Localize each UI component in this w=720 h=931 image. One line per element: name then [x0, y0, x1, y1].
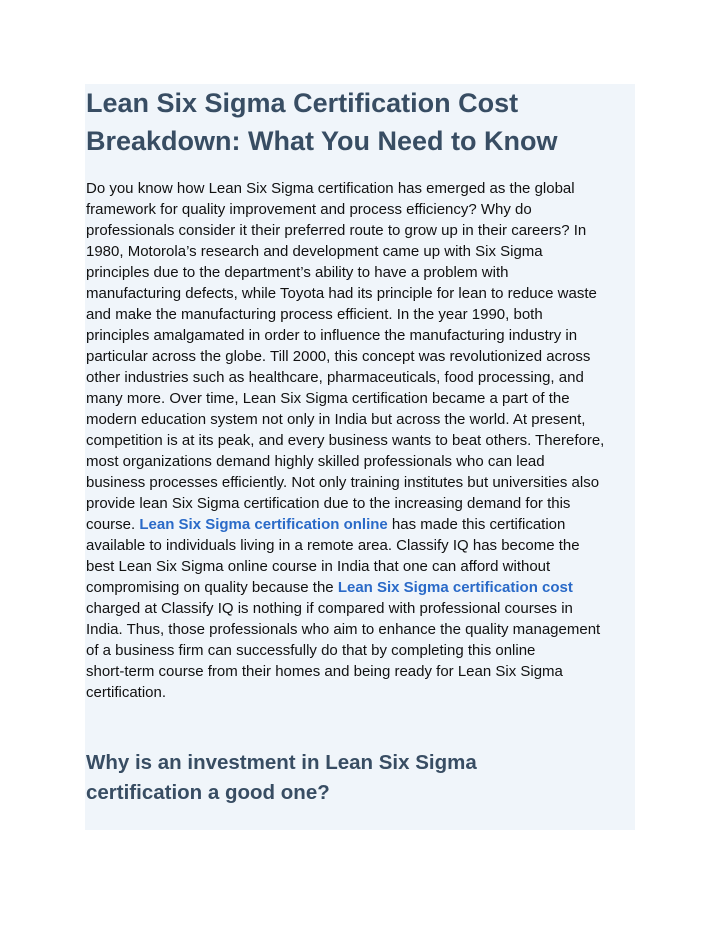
section-heading-line: certification a good one? — [86, 781, 330, 804]
body-text-fragment: compromising on quality because the — [86, 579, 338, 596]
page-title — [86, 84, 646, 160]
body-line: most organizations demand highly skilled professionals who can lead — [86, 453, 545, 470]
body-line — [86, 577, 638, 598]
body-line — [86, 514, 638, 535]
body-text-fragment: has made this certification — [387, 516, 566, 533]
body-line: principles amalgamated in order to influence the manufacturing industry in — [86, 327, 578, 344]
body-line: charged at Classify IQ is nothing if compared with professional courses in — [86, 600, 573, 617]
title-line: Lean Six Sigma Certification Cost — [86, 88, 519, 118]
body-line: certification. — [86, 684, 167, 701]
lean-six-sigma-cost-link[interactable]: Lean Six Sigma certification cost — [337, 579, 573, 596]
body-line: many more. Over time, Lean Six Sigma certification became a part of the — [86, 390, 570, 407]
body-line: best Lean Six Sigma online course in India that one can afford without — [86, 558, 551, 575]
body-line: professionals consider it their preferred route to grow up in their careers? In — [86, 222, 587, 239]
body-line: and make the manufacturing process efficient. In the year 1990, both — [86, 306, 543, 323]
body-line: competition is at its peak, and every business wants to beat others. Therefore, — [86, 432, 605, 449]
body-line: of a business firm can successfully do that by completing this online — [86, 642, 536, 659]
lean-six-sigma-online-link[interactable]: Lean Six Sigma certification online — [139, 516, 388, 533]
body-line: available to individuals living in a remote area. Classify IQ has become the — [86, 537, 580, 554]
body-line: provide lean Six Sigma certification due to the increasing demand for this — [86, 495, 571, 512]
body-line: modern education system not only in India but across the world. At present, — [86, 411, 586, 428]
body-line: India. Thus, those professionals who aim to enhance the quality management — [86, 621, 601, 638]
body-line: framework for quality improvement and process efficiency? Why do — [86, 201, 532, 218]
body-text-fragment: course. — [86, 516, 140, 533]
body-line: 1980, Motorola’s research and development came up with Six Sigma — [86, 243, 543, 260]
body-line: short-term course from their homes and being ready for Lean Six Sigma — [86, 663, 563, 680]
body-line: manufacturing defects, while Toyota had its principle for lean to reduce waste — [86, 285, 597, 302]
title-line: Breakdown: What You Need to Know — [86, 126, 558, 156]
body-line: principles due to the department’s ability to have a problem with — [86, 264, 509, 281]
body-line: Do you know how Lean Six Sigma certification has emerged as the global — [86, 180, 575, 197]
section-heading-line: Why is an investment in Lean Six Sigma — [86, 751, 477, 774]
body-line: business processes efficiently. Not only training institutes but universities also — [86, 474, 600, 491]
body-line: particular across the globe. Till 2000, this concept was revolutionized across — [86, 348, 591, 365]
body-line: other industries such as healthcare, pharmaceuticals, food processing, and — [86, 369, 584, 386]
article-body — [86, 178, 638, 703]
section-heading — [86, 748, 626, 808]
